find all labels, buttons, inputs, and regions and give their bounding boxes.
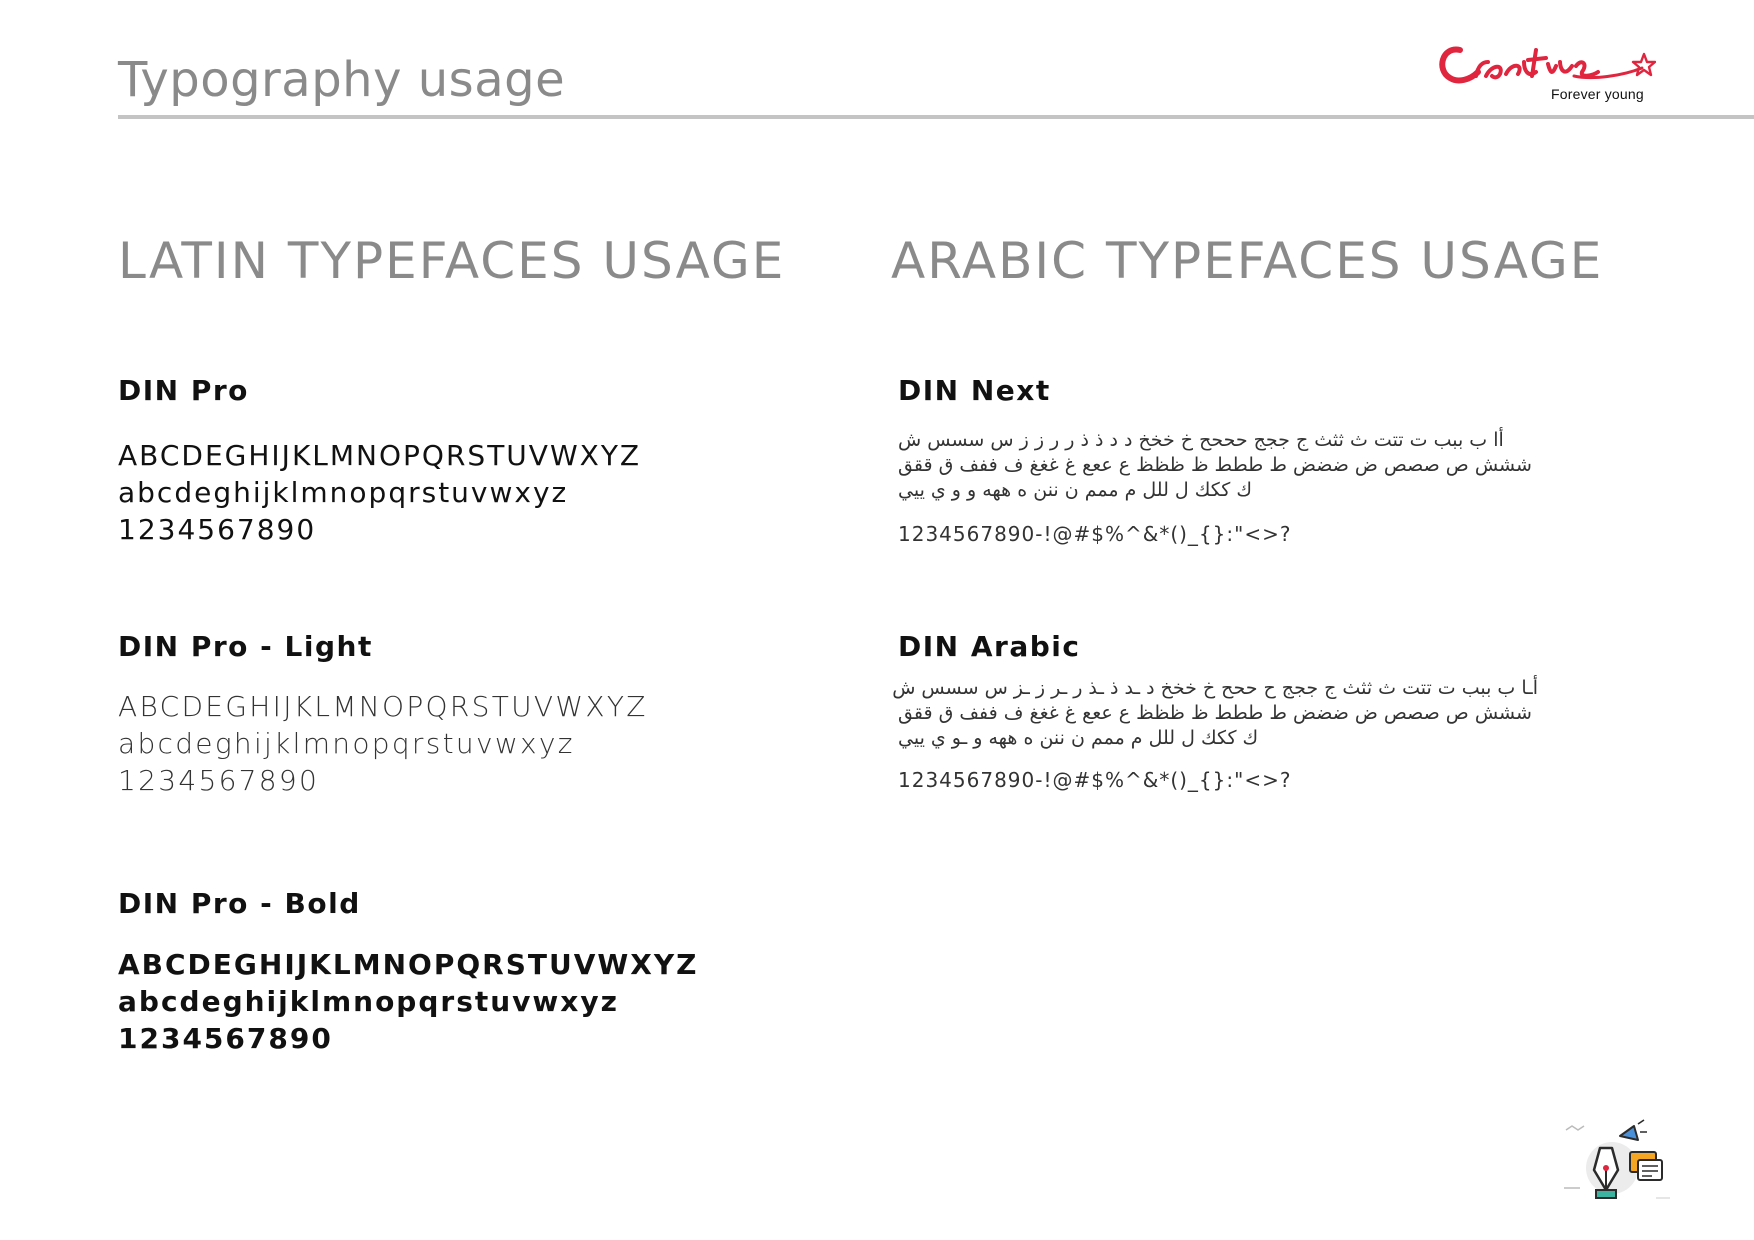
digits-sample: 1234567890 [118, 1022, 333, 1055]
face-name-din-pro-light: DIN Pro - Light [118, 630, 373, 663]
uppercase-sample: ABCDEGHIJKLMNOPQRSTUVWXYZ [118, 439, 642, 472]
lowercase-sample: abcdeghijklmnopqrstuvwxyz [118, 985, 619, 1018]
din-next-arabic-sample [898, 428, 1538, 503]
face-name-din-pro: DIN Pro [118, 374, 249, 407]
din-arabic-symbols: 1234567890-!@#$%^&*()_{}:"<>? [898, 768, 1292, 792]
arabic-line: ششش ص صصص ض ضضض ط ططط ظ ظظظ ع ععع غ غغغ ف ففف ق ققق [898, 454, 1532, 476]
arabic-line: أـا ب ببب ت تتت ث ثثث ج ججج ح ححح خ خخخ د ـد ذ ـذ ر ـر ز ـز س سسس ش [892, 677, 1538, 699]
arabic-line: ك ككك ل للل م ممم ن ننن ه ههه و و ي ييي [898, 479, 1253, 501]
face-name-din-pro-bold: DIN Pro - Bold [118, 887, 361, 920]
title-divider [118, 115, 1754, 119]
din-pro-sample [118, 437, 641, 548]
marketing-illustration-icon [1560, 1108, 1676, 1204]
din-pro-light-sample [118, 688, 648, 799]
digits-sample: 1234567890 [118, 513, 317, 546]
arabic-heading: ARABIC TYPEFACES USAGE [891, 232, 1604, 290]
arabic-line: ششش ص صصص ض ضضض ط ططط ظ ظظظ ع ععع غ غغغ ف ففف ق ققق [898, 702, 1532, 724]
din-arabic-sample [892, 676, 1538, 751]
face-name-din-arabic: DIN Arabic [898, 630, 1081, 663]
uppercase-sample: ABCDEGHIJKLMNOPQRSTUVWXYZ [118, 948, 699, 981]
uppercase-sample: ABCDEGHIJKLMNOPQRSTUVWXYZ [118, 690, 648, 723]
din-next-symbols: 1234567890-!@#$%^&*()_{}:"<>? [898, 522, 1292, 546]
digits-sample: 1234567890 [118, 764, 320, 797]
din-pro-bold-sample [118, 946, 698, 1057]
face-name-din-next: DIN Next [898, 374, 1051, 407]
arabic-line: أا ب ببب ت تتت ث ثثث ج ججج حححح خ خخخ د د ذ ذ ر ر ز ز س سسس ش [898, 429, 1504, 451]
logo-tagline: Forever young [1551, 86, 1644, 102]
lowercase-sample: abcdeghijklmnopqrstuvwxyz [118, 476, 569, 509]
page-title: Typography usage [118, 52, 566, 108]
arabic-line: ك ككك ل للل م ممم ن ننن ه ههه و ـو ي ييي [898, 727, 1259, 749]
lowercase-sample: abcdeghijklmnopqrstuvwxyz [118, 727, 575, 760]
latin-heading: LATIN TYPEFACES USAGE [118, 232, 786, 290]
